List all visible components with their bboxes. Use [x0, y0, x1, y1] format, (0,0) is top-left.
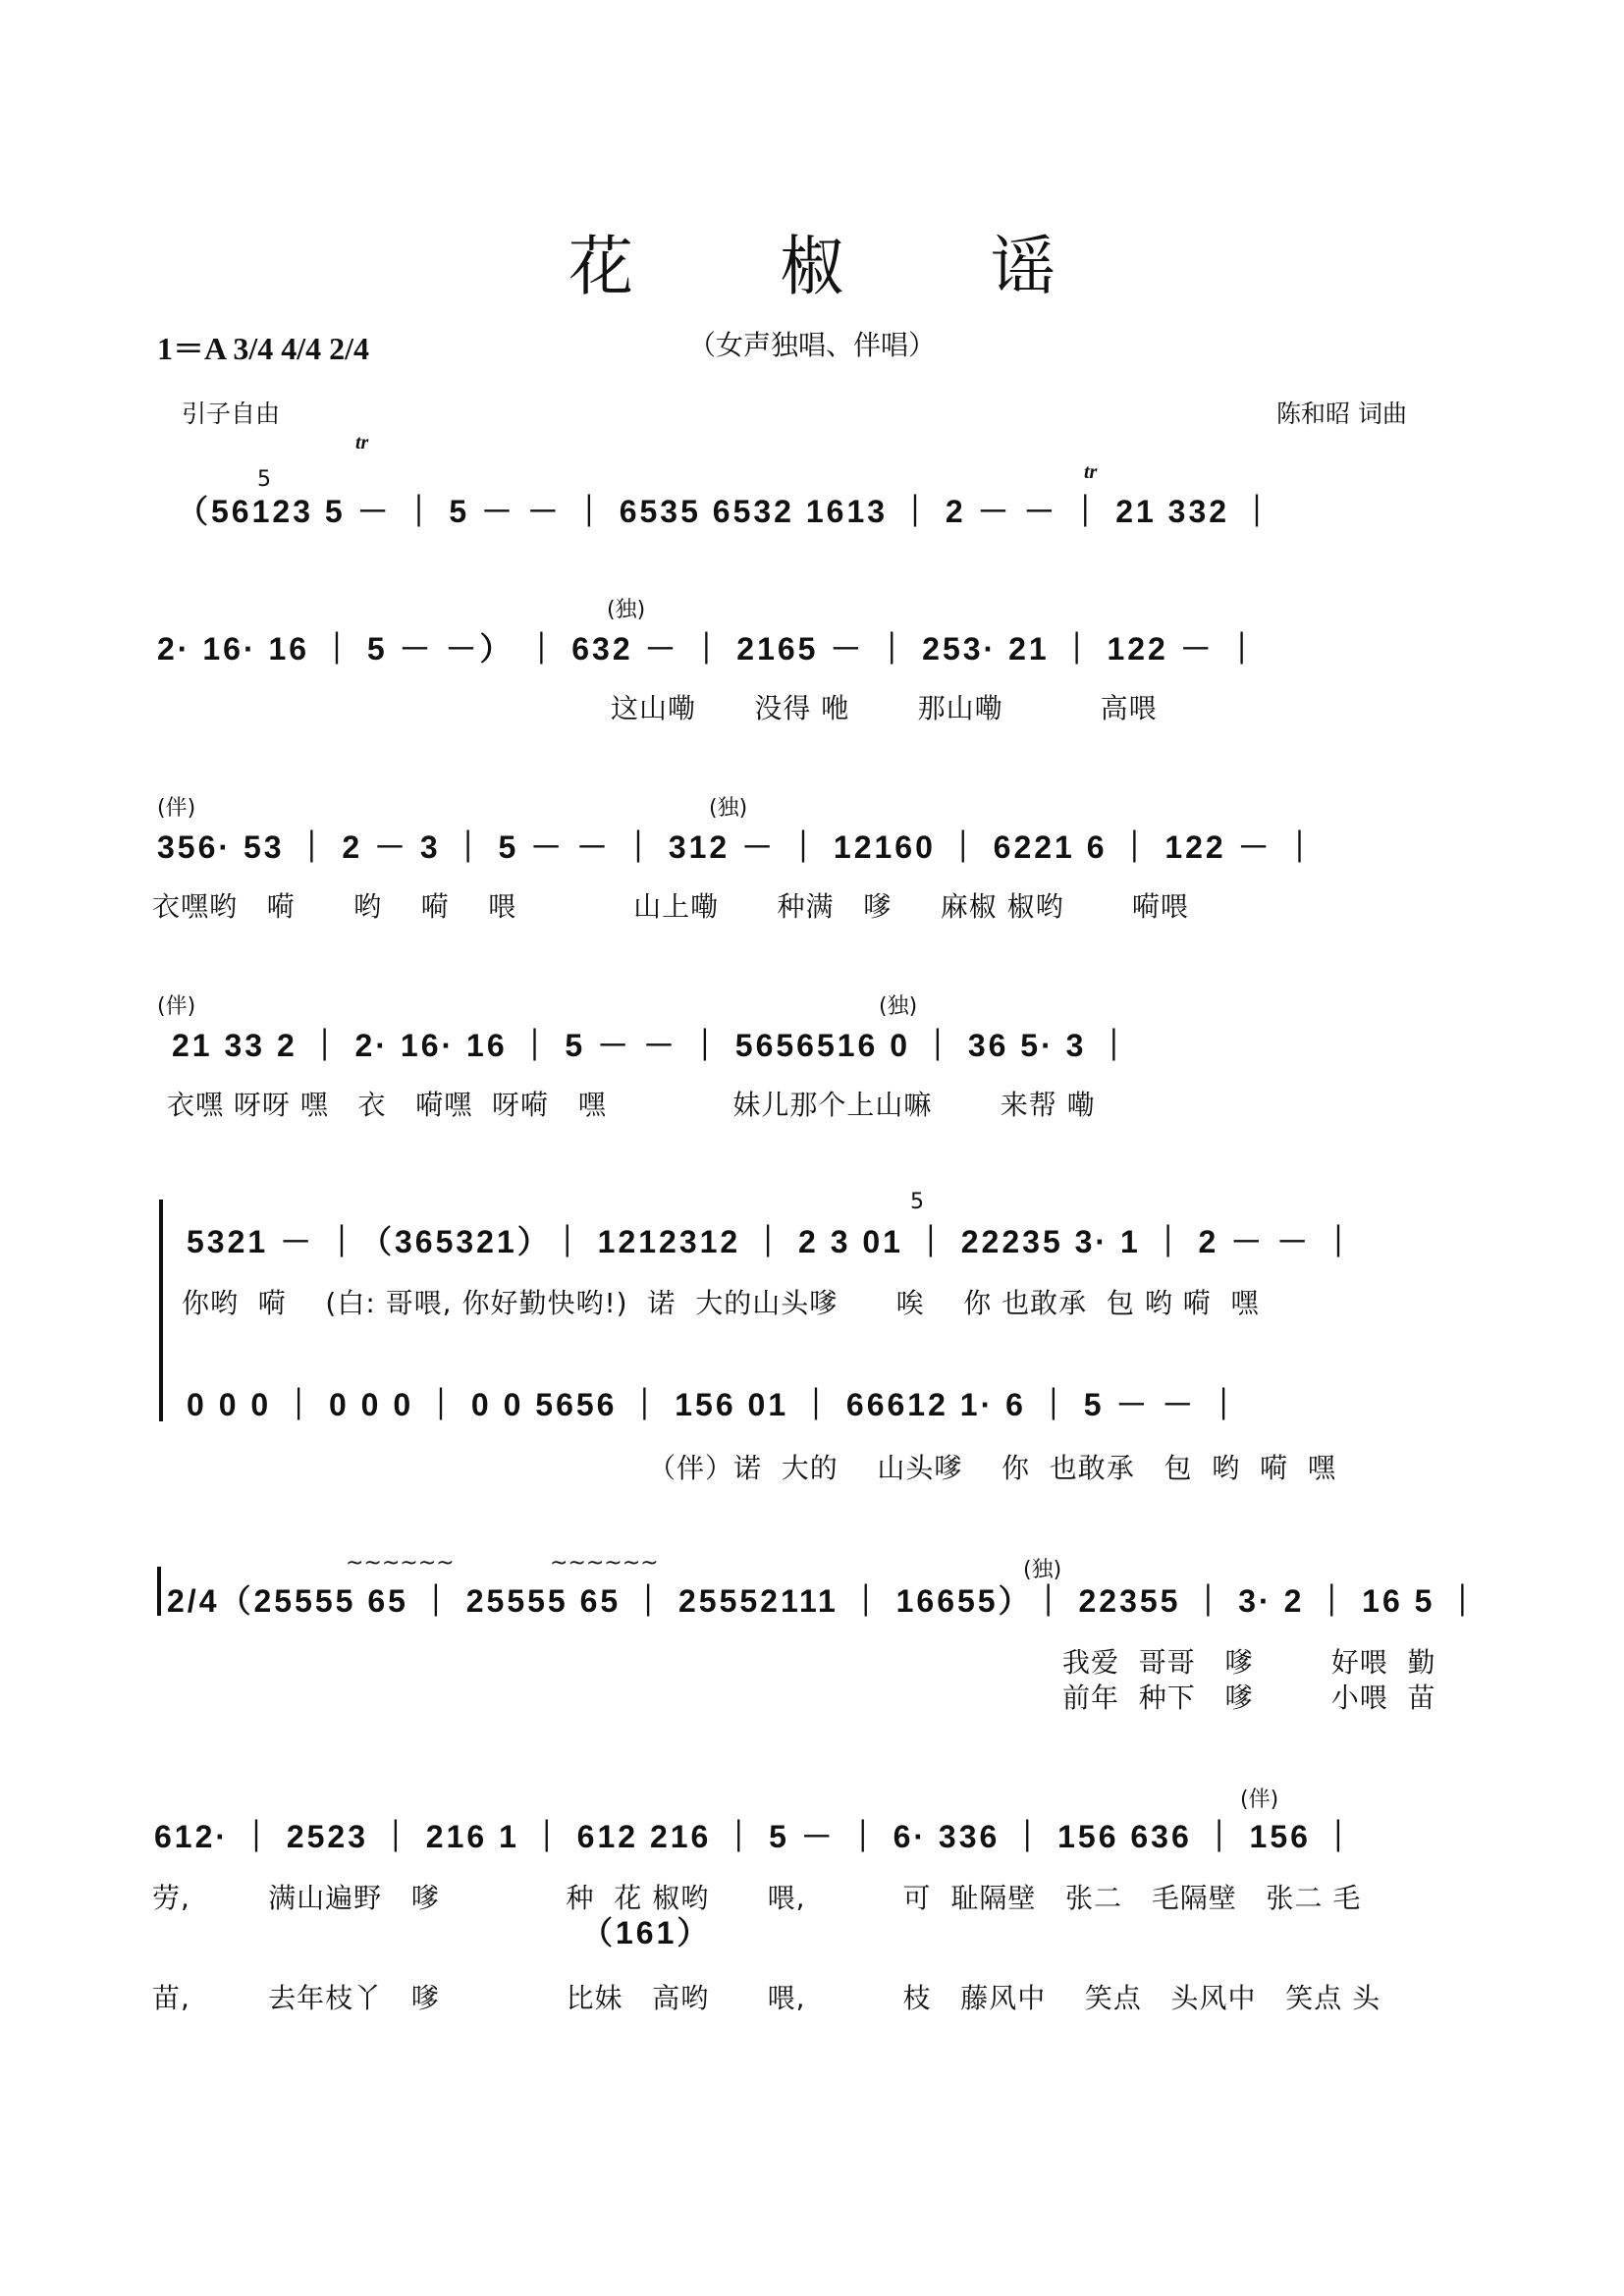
solo-mark: (独) — [879, 994, 918, 1019]
staff-line: 21 33 2 ｜ 2· 16· 16 ｜ 5 － － ｜ 5656516 0 ｜ 36 5· 3 ｜ — [172, 1028, 1133, 1063]
lyric-line: 衣嘿 呀呀 嘿 衣 嗬嘿 呀嗬 嘿 妹儿那个上山嘛 来帮 嘞 — [167, 1089, 1096, 1121]
staff-line: 612· ｜ 2523 ｜ 216 1 ｜ 612 216 ｜ 5 － ｜ 6· 336 ｜ 156 636 ｜ 156 ｜ — [154, 1819, 1357, 1854]
solo-mark: (独) — [709, 796, 748, 821]
accomp-mark: (伴) — [1240, 1788, 1279, 1812]
alt-notes: （161） — [581, 1915, 712, 1950]
lyric-line: 劳, 满山遍野 嗲 种 花 椒哟 喂, 可 耻隔壁 张二 毛隔壁 张二 毛 — [152, 1882, 1362, 1914]
accomp-mark: (伴) — [157, 994, 196, 1019]
lyric-line: （伴）诺 大的 山头嗲 你 也敢承 包 哟 嗬 嘿 — [648, 1452, 1336, 1484]
system-brace — [159, 1200, 163, 1421]
mordent-mark: ~~~~~~ — [346, 1551, 455, 1575]
staff-line: 356· 53 ｜ 2 － 3 ｜ 5 － － ｜ 312 － ｜ 12160 ｜ 6221 6 ｜ 122 － ｜ — [157, 829, 1319, 865]
mordent-mark: ~~~~~~ — [550, 1551, 659, 1575]
subtitle: （女声独唱、伴唱） — [687, 329, 936, 361]
solo-mark: (独) — [607, 598, 646, 622]
trill-mark: tr — [355, 432, 369, 454]
credits: 陈和昭 词曲 — [1276, 400, 1407, 428]
tuplet-mark: 5 — [257, 467, 271, 492]
staff-line: 2/4（25555 65 ｜ 25555 65 ｜ 25552111 ｜ 16655）｜ 22355 ｜ 3· 2 ｜ 16 5 ｜ — [167, 1583, 1482, 1619]
tempo-note: 引子自由 — [182, 400, 281, 428]
staff-line: （56123 5 － ｜ 5 － － ｜ 6535 6532 1613 ｜ 2 － － ｜ 21 332 ｜ — [177, 494, 1275, 529]
lyric-line: 我爱 哥哥 嗲 好喂 勤 — [1062, 1646, 1436, 1679]
lyric-line: 这山嘞 没得 咃 那山嘞 高喂 — [611, 692, 1158, 724]
lyric-line: 衣嘿哟 嗬 哟 嗬 喂 山上嘞 种满 嗲 麻椒 椒哟 嗬喂 — [152, 890, 1189, 923]
grace-note-mark: 5 — [910, 1190, 924, 1214]
trill-mark: tr — [1084, 461, 1098, 483]
staff-line: 0 0 0 ｜ 0 0 0 ｜ 0 0 5656 ｜ 156 01 ｜ 66612 1· 6 ｜ 5 － － ｜ — [187, 1387, 1243, 1422]
page-title: 花 椒 谣 — [568, 229, 1118, 304]
solo-mark: (独) — [1023, 1558, 1062, 1582]
repeat-barline — [157, 1567, 161, 1616]
key-signature: 1＝A 3/4 4/4 2/4 — [157, 331, 370, 366]
accomp-mark: (伴) — [157, 796, 196, 821]
staff-line: 2· 16· 16 ｜ 5 － －） ｜ 632 － ｜ 2165 － ｜ 253· 21 ｜ 122 － ｜ — [157, 631, 1261, 667]
lyric-line: 苗, 去年枝丫 嗲 比妹 高哟 喂, 枝 藤风中 笑点 头风中 笑点 头 — [152, 1982, 1381, 2014]
lyric-line: 前年 种下 嗲 小喂 苗 — [1062, 1682, 1436, 1714]
lyric-line: 你哟 嗬 (白: 哥喂, 你好勤快哟!) 诺 大的山头嗲 唉 你 也敢承 包 哟 嗬 嘿 — [182, 1287, 1260, 1319]
staff-line: 5321 － ｜（365321）｜ 1212312 ｜ 2 3 01 ｜ 22235 3· 1 ｜ 2 － － ｜ — [187, 1224, 1358, 1259]
